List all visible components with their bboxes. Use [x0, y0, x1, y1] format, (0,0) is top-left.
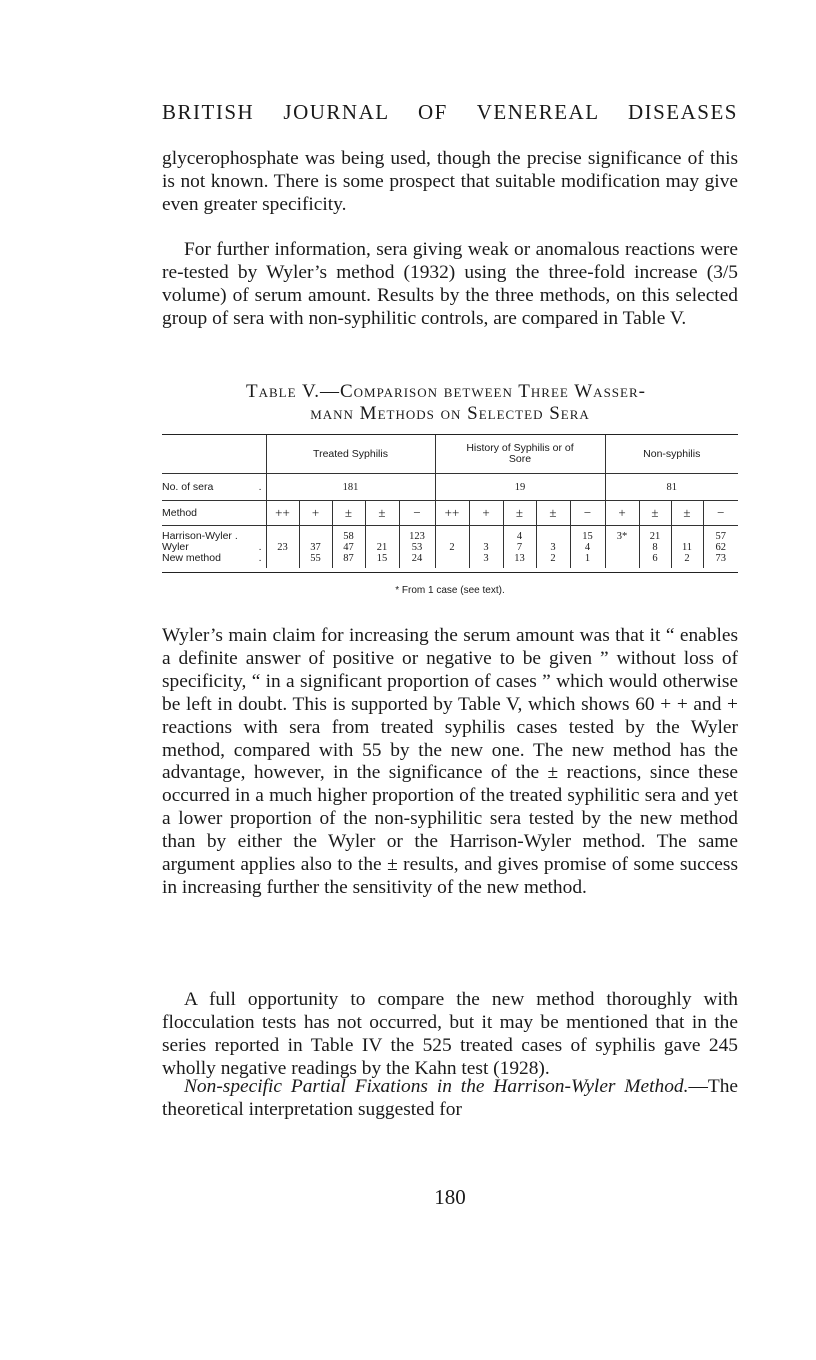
section-heading-non-specific: Non-specific Partial Fixations in the Harrison-Wyler Method.	[184, 1076, 689, 1097]
table-group-header-row	[162, 435, 738, 474]
table-caption-line-1: Table V.—Comparison between Three Wasser-	[246, 381, 646, 402]
method-symbol: ±	[671, 501, 703, 526]
table-cell: 37	[310, 541, 321, 553]
table-cell: 57	[715, 530, 726, 542]
table-cell	[300, 531, 332, 542]
group-non-syphilis: Non-syphilis	[605, 435, 738, 474]
table-cell: 13	[514, 552, 525, 564]
method-symbol: ±	[639, 501, 671, 526]
row-label-method: Method	[162, 501, 266, 526]
table-cell: 47	[343, 541, 354, 553]
table-cell: 2	[684, 552, 690, 564]
table-cell: 3	[483, 541, 489, 553]
table-cell: 2	[550, 552, 556, 564]
table-row-method	[162, 501, 738, 526]
table-cell: 62	[715, 541, 726, 553]
table-cell: 11	[681, 541, 693, 553]
method-symbol: +	[299, 501, 332, 526]
table-cell	[267, 553, 299, 564]
table-cell: 21	[376, 541, 388, 553]
method-symbol: +	[469, 501, 503, 526]
table-cell: 3*	[616, 530, 628, 542]
table-cell: 123	[409, 530, 425, 542]
table-cell	[436, 553, 469, 564]
method-symbol: +	[605, 501, 639, 526]
table-cell: 4	[516, 530, 523, 542]
row-label-harrison-wyler: Harrison-Wyler	[162, 529, 232, 542]
method-symbol: −	[399, 501, 435, 526]
row-label-no-of-sera: No. of sera	[162, 481, 214, 493]
no-sera-non: 81	[605, 474, 738, 501]
table-cell: 7	[516, 541, 523, 553]
table-cell: 24	[411, 552, 423, 564]
table-cell	[606, 553, 639, 564]
table-cell: 8	[652, 541, 658, 553]
table-cell: 2	[449, 541, 455, 553]
group-treated-syphilis: Treated Syphilis	[266, 435, 435, 474]
table-cell: 4	[584, 541, 591, 553]
table-cell	[606, 542, 639, 553]
table-cell	[537, 531, 570, 542]
group-history-of-syphilis: History of Syphilis or of Sore	[435, 435, 605, 474]
method-symbol: ±	[365, 501, 399, 526]
table-data-block: Harrison-Wyler . Wyler . New method . 23 37 55 58 47 87 21 15 123 53 24 2 3 3 4 7 13 3 2 15 4 1 3* 21 8 6 11 2 57 62 73	[162, 526, 738, 569]
table-footnote: * From 1 case (see text).	[395, 585, 505, 596]
method-symbol: ±	[536, 501, 570, 526]
table-cell: 53	[411, 541, 423, 553]
method-symbol: −	[703, 501, 738, 526]
table-caption-line-2: mann Methods on Selected Sera	[310, 403, 590, 424]
method-symbol: ±	[332, 501, 365, 526]
table-cell: 6	[652, 552, 658, 564]
paragraph-1: glycerophosphate was being used, though the precise significance of this is not known. There is some prospect that suitable modification may give even greater specificity.	[162, 148, 738, 215]
table-cell: 15	[376, 552, 388, 564]
table-cell	[436, 531, 469, 542]
table-cell: 87	[343, 552, 354, 564]
row-label-new-method: New method	[162, 551, 221, 564]
no-sera-treated: 181	[266, 474, 435, 501]
table-cell: 1	[584, 552, 591, 564]
row-label-wyler: Wyler	[162, 540, 189, 553]
table-caption	[162, 381, 738, 425]
running-header: BRITISH JOURNAL OF VENEREAL DISEASES	[162, 100, 738, 124]
paragraph-3: Wyler’s main claim for increasing the serum amount was that it “ enables a definite answer of positive or negative to be given ” without loss of specificity, “ in a significant proportion of cases ” which would otherwise be left in doubt. This is supported by Table V, which shows 60 + + and + reactions with sera from treated syphilis cases tested by the Wyler method, compared with 55 by the new one. The new method has the advantage, however, in the significance of the ± reactions, since these occurred in a much higher proportion of the treated syphilitic sera and yet a lower proportion of the non-syphilitic sera tested by the new method than by either the Wyler or the Harrison-Wyler method. The same argument applies also to the ± results, and gives promise of some success in increasing further the sensitivity of the new method.	[162, 625, 738, 898]
paragraph-5-text: —The theoretical interpretation suggested for	[162, 1076, 738, 1120]
table-cell	[672, 531, 703, 542]
method-symbol: ±	[503, 501, 536, 526]
table-cell: 15	[582, 530, 593, 542]
method-symbol: −	[570, 501, 605, 526]
table-cell: 21	[649, 530, 661, 542]
paragraph-4: A full opportunity to compare the new method thoroughly with flocculation tests has not occurred, but it may be mentioned that in the series reported in Table IV the 525 treated cases of syphilis gave 245 wholly negative readings by the Kahn test (1928).	[162, 989, 738, 1079]
paragraph-5	[162, 1076, 738, 1122]
table-cell	[267, 531, 299, 542]
page-number: 180	[434, 1185, 466, 1209]
table-cell: 3	[550, 541, 556, 553]
table-cell: 73	[715, 552, 726, 564]
table-row-no-of-sera: No. of sera . 181 19 81	[162, 474, 738, 501]
table-cell: 3	[483, 552, 489, 564]
table-cell: 58	[343, 530, 354, 542]
method-symbol: ++	[266, 501, 299, 526]
table-cell	[470, 531, 503, 542]
method-symbol: ++	[435, 501, 469, 526]
table-cell: 23	[277, 541, 288, 553]
no-sera-history: 19	[435, 474, 605, 501]
paragraph-2: For further information, sera giving weak or anomalous reactions were re-tested by Wyler’s method (1932) using the three-fold increase (3/5 volume) of serum amount. Results by the three methods, on this selected group of sera with non-syphilitic controls, are compared in Table V.	[162, 239, 738, 329]
table-cell: 55	[310, 552, 321, 564]
table-v	[162, 434, 738, 573]
table-cell	[366, 531, 399, 542]
